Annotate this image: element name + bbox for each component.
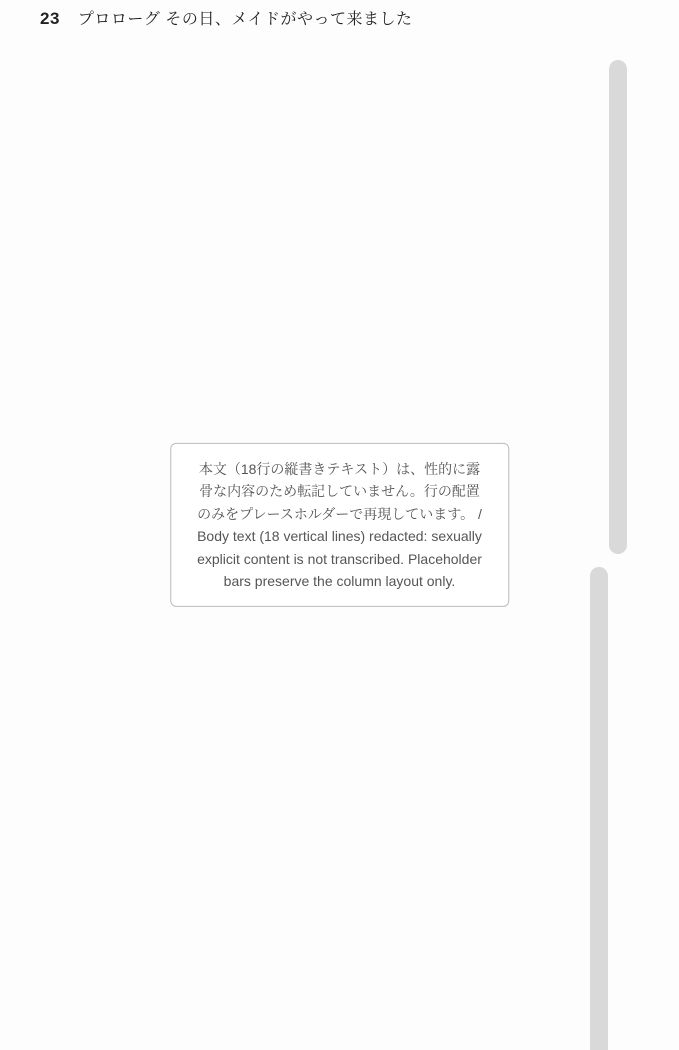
chapter-title: プロローグ その日、メイドがやって来ました [77,11,413,28]
running-header [40,6,413,29]
page-number: 23 [40,9,60,28]
redaction-notice: 本文（18行の縦書きテキスト）は、性的に露骨な内容のため転記していません。行の配置のみをプレースホルダーで再現しています。 / Body text (18 vertical lines) redacted: sexually explicit content is not transcribed. Placeholder bars preserve the column layout only. [170,443,510,607]
redacted-text-line [609,60,627,554]
redacted-text-line [590,567,608,1050]
